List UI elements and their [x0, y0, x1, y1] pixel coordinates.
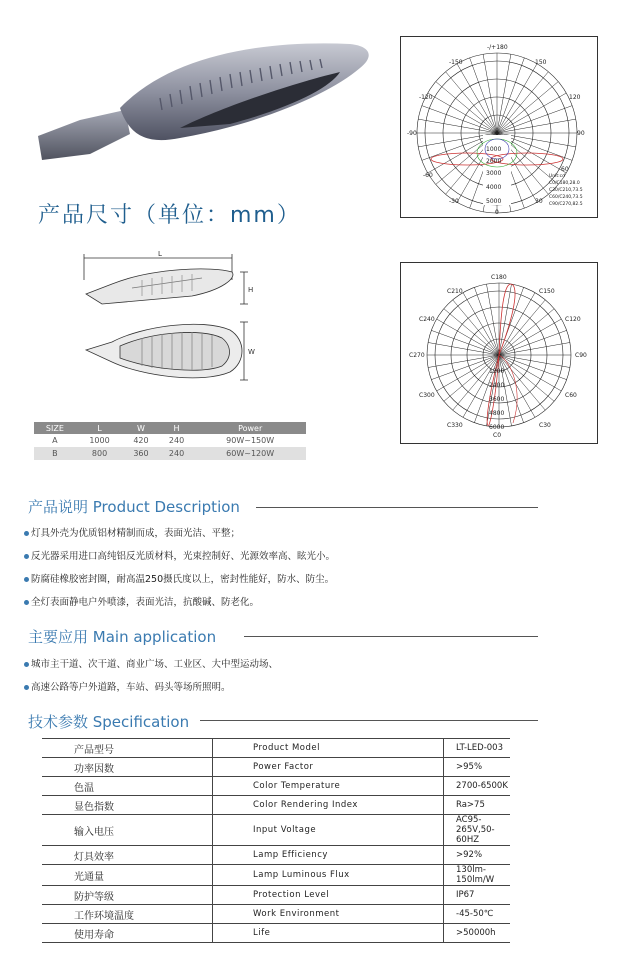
size-cell: A	[52, 436, 58, 445]
polar2-radial-label: 6000	[489, 424, 505, 431]
width-label: W	[248, 348, 255, 356]
polar-diagram-1	[400, 36, 598, 218]
polar1-angle-label: -150	[449, 59, 463, 66]
size-cell: 60W~120W	[194, 447, 306, 460]
polar2-angle-label: C60	[565, 392, 577, 399]
spec-label-en: Work Environment	[213, 905, 444, 924]
polar1-top-label: -/+180	[487, 44, 508, 51]
header-w: W	[123, 422, 159, 434]
specification-table	[42, 738, 510, 943]
polar1-radial-label: 5000	[486, 198, 502, 205]
size-cell: 420	[133, 436, 149, 445]
header-l: L	[76, 422, 123, 434]
size-table-header	[34, 422, 306, 434]
polar1-radial-label: 1000	[486, 146, 502, 153]
spec-label-cn: 输入电压	[42, 815, 213, 846]
polar1-angle-label: 90	[577, 130, 585, 137]
application-item	[24, 679, 231, 693]
specification-divider	[200, 720, 538, 721]
spec-row	[42, 758, 510, 777]
spec-label-en: Life	[213, 924, 444, 943]
size-cell: 360	[123, 447, 159, 460]
description-item	[24, 525, 240, 539]
spec-label-en: Product Model	[213, 739, 444, 758]
spec-label-cn: 使用寿命	[42, 924, 213, 943]
spec-value: 130lm-150lm/W	[444, 865, 511, 886]
polar-diagram-2-svg	[401, 263, 597, 443]
spec-row	[42, 886, 510, 905]
header-size: SIZE	[34, 422, 76, 434]
size-row	[34, 434, 306, 447]
polar2-angle-label: C150	[539, 288, 555, 295]
polar2-radial-label: 3600	[489, 396, 505, 403]
application-item	[24, 656, 278, 670]
spec-row	[42, 777, 510, 796]
description-divider	[256, 507, 538, 508]
spec-label-cn: 显色指数	[42, 796, 213, 815]
polar2-radial-label: 4800	[489, 410, 505, 417]
description-item-text: 灯具外壳为优质铝材精制而成，表面光洁、平整；	[31, 528, 241, 539]
description-title: 产品说明 Product Description	[28, 498, 240, 516]
polar2-angle-label: C300	[419, 392, 435, 399]
height-label: H	[248, 286, 254, 294]
polar1-angle-label: -30	[449, 198, 459, 205]
polar2-angle-label: C270	[409, 352, 425, 359]
size-cell: 240	[168, 436, 185, 445]
spec-value: Ra>75	[444, 796, 511, 815]
spec-row	[42, 846, 510, 865]
spec-value: LT-LED-003	[444, 739, 511, 758]
polar2-angle-label: C240	[419, 316, 435, 323]
spec-row	[42, 815, 510, 846]
polar2-angle-label: C180	[491, 274, 507, 281]
dimension-title: 产品尺寸（单位：mm）	[38, 203, 301, 228]
product-photo	[30, 28, 380, 178]
size-cell: B	[34, 447, 76, 460]
application-item-text: 高速公路等户外道路，车站、码头等场所照明。	[31, 682, 231, 693]
polar2-radial-label: 1200	[489, 368, 505, 375]
polar2-angle-label: C330	[447, 422, 463, 429]
spec-value: AC95-265V,50-60HZ	[444, 815, 511, 846]
polar1-angle-label: -60	[423, 172, 433, 179]
polar1-legend-item: C90/C270,82.5	[549, 202, 583, 207]
spec-label-cn: 工作环境温度	[42, 905, 213, 924]
polar-diagram-2	[400, 262, 598, 444]
polar2-angle-label: C90	[575, 352, 587, 359]
polar2-angle-label: C30	[539, 422, 551, 429]
spec-label-cn: 光通量	[42, 865, 213, 886]
bullet-icon	[24, 600, 29, 605]
spec-row	[42, 739, 510, 758]
header-h: H	[159, 422, 195, 434]
specification-title: 技术参数 Specification	[28, 713, 190, 731]
length-label: L	[158, 250, 162, 258]
spec-value: IP67	[444, 886, 511, 905]
polar1-angle-label: 60	[561, 166, 569, 173]
size-cell: 240	[159, 447, 195, 460]
size-table	[34, 422, 306, 460]
polar1-angle-label: 120	[569, 94, 581, 101]
polar1-angle-label: 0	[495, 209, 499, 216]
bullet-icon	[24, 531, 29, 536]
spec-label-cn: 产品型号	[42, 739, 213, 758]
polar1-radial-label: 2000	[486, 158, 502, 165]
polar2-radial-label: 2400	[489, 382, 505, 389]
spec-value: >95%	[444, 758, 511, 777]
polar1-center-label: 0	[495, 130, 499, 137]
size-cell: 1000	[89, 436, 110, 445]
spec-label-cn: 色温	[42, 777, 213, 796]
bullet-icon	[24, 685, 29, 690]
polar1-legend-title: Unit:cd	[549, 174, 566, 179]
spec-label-cn: 功率因数	[42, 758, 213, 777]
description-item-text: 防腐硅橡胶密封圈，耐高温250摄氏度以上，密封性能好，防水、防尘。	[31, 574, 335, 585]
spec-row	[42, 905, 510, 924]
polar1-legend-item: C0/C180,28.0	[549, 181, 580, 186]
polar2-angle-label: C120	[565, 316, 581, 323]
description-item	[24, 548, 335, 562]
description-item-text: 反光器采用进口高纯铝反光质材料，光束控制好、光源效率高、眩光小。	[31, 551, 336, 562]
polar1-angle-label: 150	[535, 59, 547, 66]
spec-value: 2700-6500K	[444, 777, 511, 796]
spec-label-en: Power Factor	[213, 758, 444, 777]
polar-diagram-1-svg	[401, 37, 597, 217]
spec-label-en: Input Voltage	[213, 815, 444, 846]
polar1-angle-label: 30	[535, 198, 543, 205]
polar1-radial-label: 3000	[486, 170, 502, 177]
description-item	[24, 571, 334, 585]
size-row	[34, 447, 306, 460]
size-cell: 90W~150W	[226, 436, 275, 445]
application-divider	[244, 636, 538, 637]
polar1-angle-label: -90	[407, 130, 417, 137]
spec-value: >92%	[444, 846, 511, 865]
header-power: Power	[194, 422, 306, 434]
spec-label-en: Color Temperature	[213, 777, 444, 796]
bullet-icon	[24, 662, 29, 667]
polar1-legend-item: C60/C240,73.5	[549, 195, 583, 200]
spec-value: >50000h	[444, 924, 511, 943]
dimension-drawing	[72, 250, 272, 398]
description-item-text: 全灯表面静电户外喷漆，表面光洁，抗酸碱、防老化。	[31, 597, 260, 608]
bullet-icon	[24, 577, 29, 582]
spec-label-cn: 防护等级	[42, 886, 213, 905]
polar1-radial-label: 4000	[486, 184, 502, 191]
spec-label-cn: 灯具效率	[42, 846, 213, 865]
polar1-legend-item: C30/C210,73.5	[549, 188, 583, 193]
bullet-icon	[24, 554, 29, 559]
spec-row	[42, 924, 510, 943]
spec-label-en: Lamp Luminous Flux	[213, 865, 444, 886]
application-item-text: 城市主干道、次干道、商业广场、工业区、大中型运动场、	[31, 659, 279, 670]
spec-value: -45-50℃	[444, 905, 511, 924]
spec-label-en: Color Rendering Index	[213, 796, 444, 815]
spec-row	[42, 865, 510, 886]
description-item	[24, 594, 259, 608]
polar1-angle-label: -120	[419, 94, 433, 101]
spec-label-en: Protection Level	[213, 886, 444, 905]
application-title: 主要应用 Main application	[28, 628, 217, 646]
polar2-angle-label: C210	[447, 288, 463, 295]
spec-label-en: Lamp Efficiency	[213, 846, 444, 865]
spec-row	[42, 796, 510, 815]
polar2-angle-label: C0	[493, 432, 502, 439]
size-cell: 800	[76, 447, 123, 460]
